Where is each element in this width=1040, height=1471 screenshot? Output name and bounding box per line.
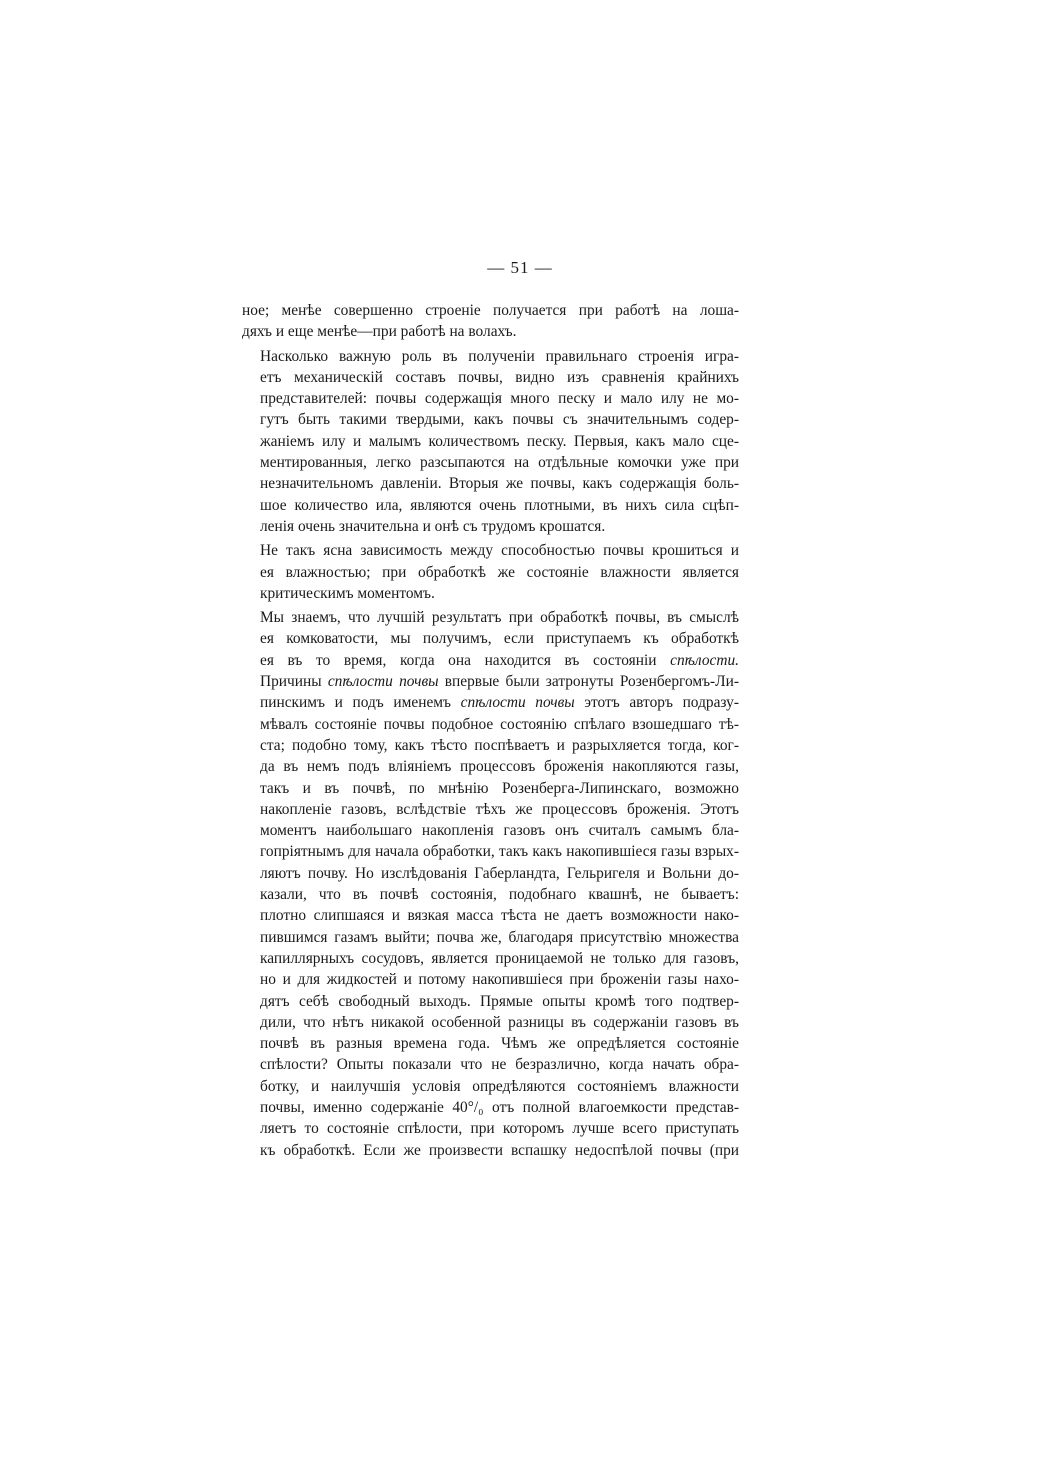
text-line: критическимъ моментомъ. xyxy=(260,584,435,602)
text-line: ея комковатости, мы получимъ, если приступаемъ къ обработкѣ xyxy=(260,630,739,648)
text-line: гопріятнымъ для начала обработки, такъ какъ накопившіеся газы взрых- xyxy=(260,843,739,861)
text-line: дили, что нѣтъ никакой особенной разницы въ содержаніи газовъ въ xyxy=(260,1013,739,1031)
text-line: почвѣ въ разныя времена года. Чѣмъ же опредѣляется состояніе xyxy=(260,1035,739,1053)
text-line: ляетъ то состояніе спѣлости, при которомъ лучше всего приступать xyxy=(260,1120,739,1138)
text-line: почвы, именно содержаніе 40°/₀ отъ полной влагоемкости представ- xyxy=(260,1098,739,1116)
text-line: ное; менѣе совершенно строеніе получается при работѣ на лоша- xyxy=(242,302,739,319)
text-line: пинскимъ и подъ именемъ спѣлости почвы этотъ авторъ подразу- xyxy=(260,694,739,712)
text-line: Причины спѣлости почвы впервые были затронуты Розенбергомъ-Ли- xyxy=(260,673,739,691)
text-line: ея влажностью; при обработкѣ же состояніе влажности является xyxy=(260,563,739,581)
text-line: такъ и въ почвѣ, по мнѣнію Розенберга-Липинскаго, возможно xyxy=(260,779,739,797)
text-line: Не такъ ясна зависимость между способностью почвы крошиться и xyxy=(260,542,739,560)
text-line: Мы знаемъ, что лучшій результатъ при обработкѣ почвы, въ смыслѣ xyxy=(260,609,739,627)
text-line: плотно слипшаяся и вязкая масса тѣста не даетъ возможности нако- xyxy=(260,907,739,925)
text-line: дятъ себѣ свободный выходъ. Прямые опыты кромѣ того подтвер- xyxy=(260,992,739,1010)
text-line: ментированныя, легко разсыпаются на отдѣльные комочки уже при xyxy=(260,454,739,472)
text-line: да въ немъ подъ вліяніемъ процессовъ броженія накопляются газы, xyxy=(260,758,739,776)
text-line: накопленіе газовъ, вслѣдствіе тѣхъ же процессовъ броженія. Этотъ xyxy=(260,800,739,818)
text-line: представителей: почвы содержащія много песку и мало илу не мо- xyxy=(260,390,739,408)
text-line: етъ механическій составъ почвы, видно изъ сравненія крайнихъ xyxy=(260,368,739,386)
text-line: Насколько важную роль въ полученіи правильнаго строенія игра- xyxy=(260,347,739,365)
paragraph-3 xyxy=(242,540,739,604)
text-line: къ обработкѣ. Если же произвести вспашку недоспѣлой почвы (при xyxy=(260,1141,739,1159)
text-line: моментъ наибольшаго накопленія газовъ онъ считалъ самымъ бла- xyxy=(260,822,739,840)
text-line: ея въ то время, когда она находится въ состояніи спѣлости. xyxy=(260,651,739,669)
text-line: ста; подобно тому, какъ тѣсто поспѣваетъ и разрыхляется тогда, ког- xyxy=(260,736,739,754)
text-line: ботку, и наилучшія условія опредѣляются состояніемъ влажности xyxy=(260,1077,739,1095)
text-line: пившимся газамъ выйти; почва же, благодаря присутствію множества xyxy=(260,928,739,946)
body-text xyxy=(242,300,739,1161)
paragraph-4 xyxy=(242,607,739,1161)
paragraph-2 xyxy=(242,346,739,538)
text-line: казали, что въ почвѣ состоянія, подобнаго квашнѣ, не бываетъ: xyxy=(260,886,739,904)
page-number: — 51 — xyxy=(487,258,553,277)
text-line: мѣвалъ состояніе почвы подобное состоянію спѣлаго взошедшаго тѣ- xyxy=(260,715,739,733)
text-line: жаніемъ илу и малымъ количествомъ песку. Первыя, какъ мало сце- xyxy=(260,432,739,450)
text-line: незначительномъ давленіи. Вторыя же почвы, какъ содержащія боль- xyxy=(260,475,739,493)
paragraph-1 xyxy=(242,300,739,343)
text-line: но и для жидкостей и потому накопившіеся при броженіи газы нахо- xyxy=(260,971,739,989)
text-line: спѣлости? Опыты показали что не безразлично, когда начать обра- xyxy=(260,1056,739,1074)
text-line: шое количество ила, являются очень плотными, въ нихъ сила сцѣп- xyxy=(260,496,739,514)
text-line: дяхъ и еще менѣе—при работѣ на волахъ. xyxy=(242,323,517,341)
text-line: гутъ быть такими твердыми, какъ почвы съ значительнымъ содер- xyxy=(260,411,739,429)
text-line: ляютъ почву. Но изслѣдованія Габерландта, Гельригеля и Вольни до- xyxy=(260,864,739,882)
text-line: ленія очень значительна и онѣ съ трудомъ крошатся. xyxy=(260,517,606,535)
text-line: капиллярныхъ сосудовъ, является проницаемой не только для газовъ, xyxy=(260,949,739,967)
